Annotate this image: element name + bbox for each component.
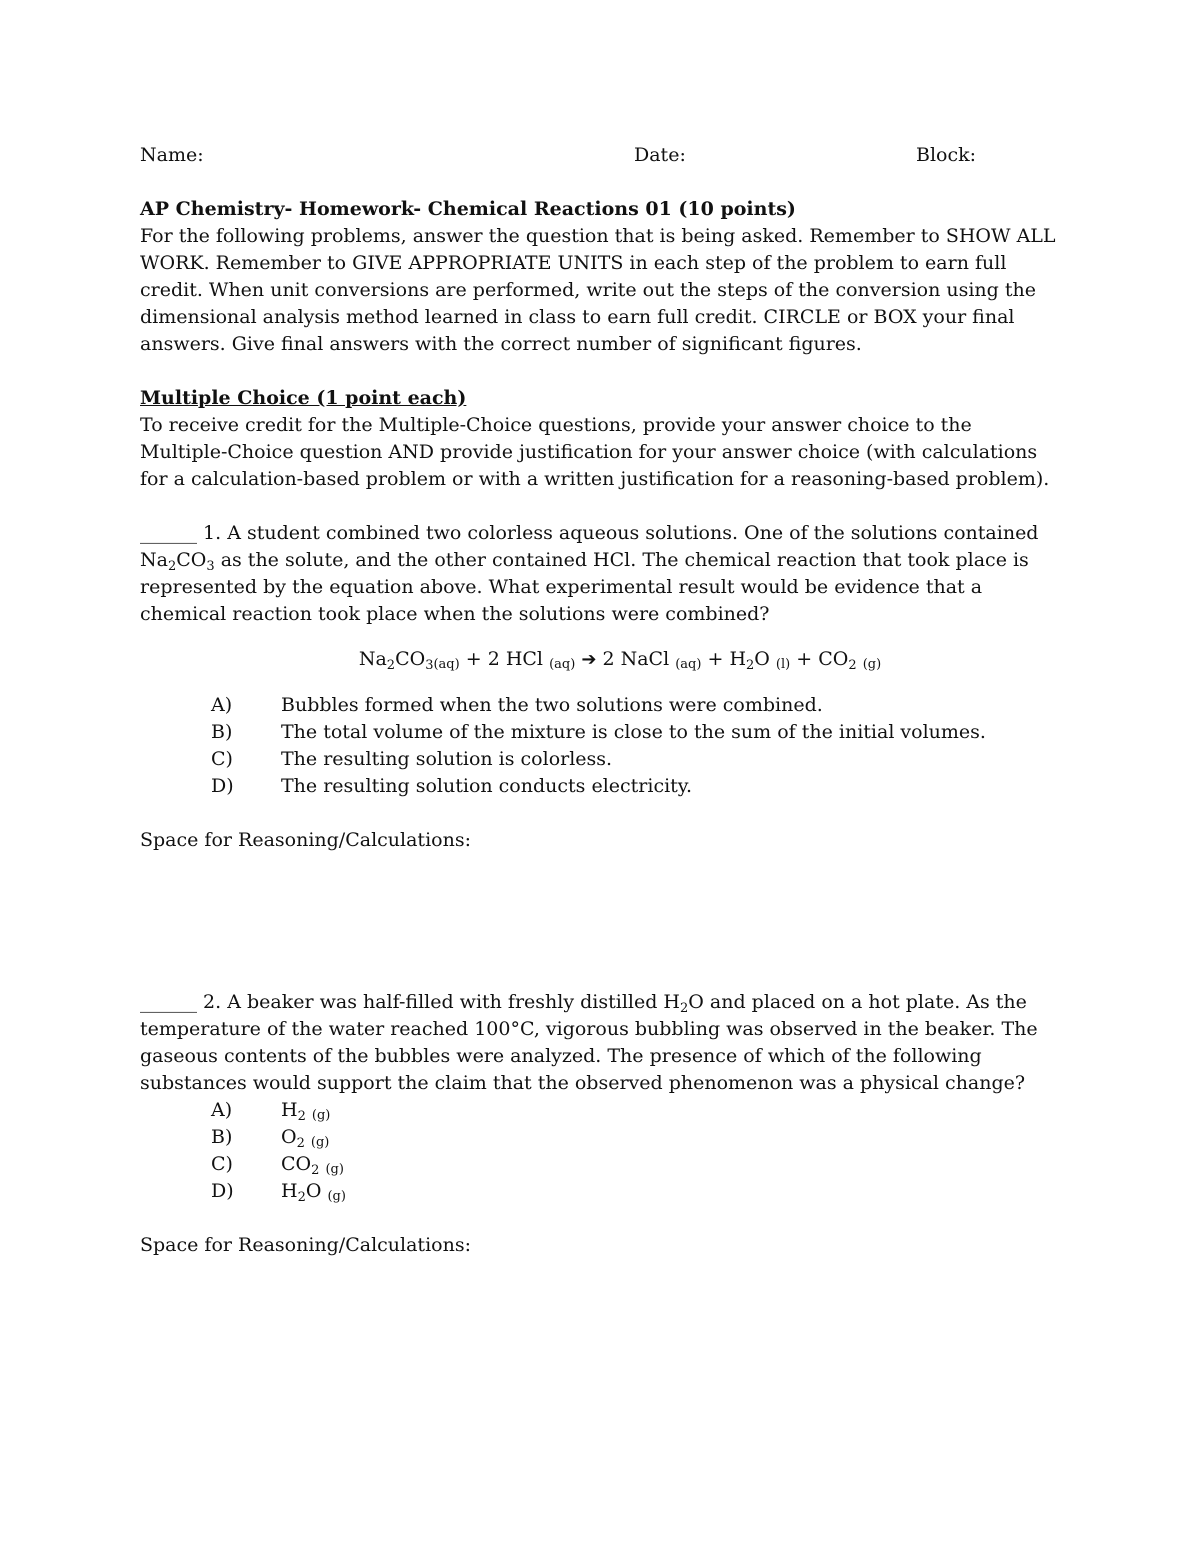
answer-blank[interactable]: ______ — [140, 991, 197, 1013]
question-1-choices — [140, 692, 1060, 800]
choice-b[interactable]: B) $O_2$ (g) — [211, 1126, 330, 1151]
choice-d[interactable]: D) $H_2O$ (g) — [211, 1180, 346, 1205]
question-1 — [140, 520, 1060, 989]
student-info-header — [140, 142, 1060, 169]
question-1-stem — [140, 520, 1060, 628]
general-instructions: For the following problems, answer the question that is being asked. Remember to SHOW ALL WORK. Remember to GIVE APPROPRIATE UNITS in each step of the problem to earn full credit. When unit conversions are performed, write out the steps of the conversion using the dimensional analysis method learned in class to earn full credit. CIRCLE or BOX your final answers. Give final answers with the correct number of significant figures. — [140, 225, 1056, 355]
formula-na2co3: $Na_2CO_3$ — [140, 549, 215, 574]
question-2 — [140, 989, 1060, 1259]
block-label: Block: — [916, 144, 977, 166]
choice-a[interactable]: A) Bubbles formed when the two solutions were combined. — [211, 694, 823, 716]
chemical-equation: $Na_2CO_3(aq) + 2$ HCl (aq) ➔ 2 NaCl $(aq) + H_2O$ $(l) + CO_2$ (g) — [358, 648, 882, 673]
question-number: 1. — [203, 522, 222, 544]
choice-d[interactable]: D) The resulting solution conducts electricity. — [211, 775, 693, 797]
choice-b[interactable]: B) The total volume of the mixture is close to the sum of the initial volumes. — [211, 721, 986, 743]
question-number: 2. — [203, 991, 222, 1013]
date-label: Date: — [634, 144, 686, 166]
reasoning-label: Space for Reasoning/Calculations: — [140, 1234, 471, 1256]
name-label: Name: — [140, 144, 204, 166]
answer-blank[interactable]: ______ — [140, 522, 197, 544]
page-title: AP Chemistry- Homework- Chemical Reactions 01 (10 points) — [140, 198, 796, 220]
mc-section-title: Multiple Choice (1 point each) — [140, 387, 467, 409]
reasoning-label: Space for Reasoning/Calculations: — [140, 829, 471, 851]
question-2-choices — [140, 1097, 1060, 1205]
question-2-stem: ______ 2. A beaker was half-filled with freshly distilled $H_2O$ and placed on a hot plate. As the temperature of the water reached 100°C, vigorous bubbling was observed in the beaker. The gaseous contents of the bubbles were analyzed. The presence of which of the following substances would support the claim that the observed phenomenon was a physical change? — [140, 991, 1038, 1094]
choice-c[interactable]: C) The resulting solution is colorless. — [211, 748, 613, 770]
mc-section-instructions: To receive credit for the Multiple-Choice questions, provide your answer choice to the Multiple-Choice question AND provide justification for your answer choice (with calculations for a calculation-based problem or with a written justification for a reasoning-based problem). — [140, 414, 1050, 490]
question-1-text-b: as the solute, and the other contained HCl. The chemical reaction that took place is represented by the equation above. What experimental result would be evidence that a chemical reaction took place when the solutions were combined? — [140, 549, 1029, 625]
question-1-text-a: A student combined two colorless aqueous solutions. One of the solutions contained — [227, 522, 1039, 544]
work-space[interactable] — [140, 854, 1060, 989]
worksheet-page — [140, 142, 1060, 1259]
reaction-arrow-icon: ➔ — [581, 649, 597, 670]
choice-c[interactable]: C) $CO_2$ (g) — [211, 1153, 344, 1178]
choice-a[interactable]: A) $H_2$ (g) — [211, 1099, 331, 1124]
